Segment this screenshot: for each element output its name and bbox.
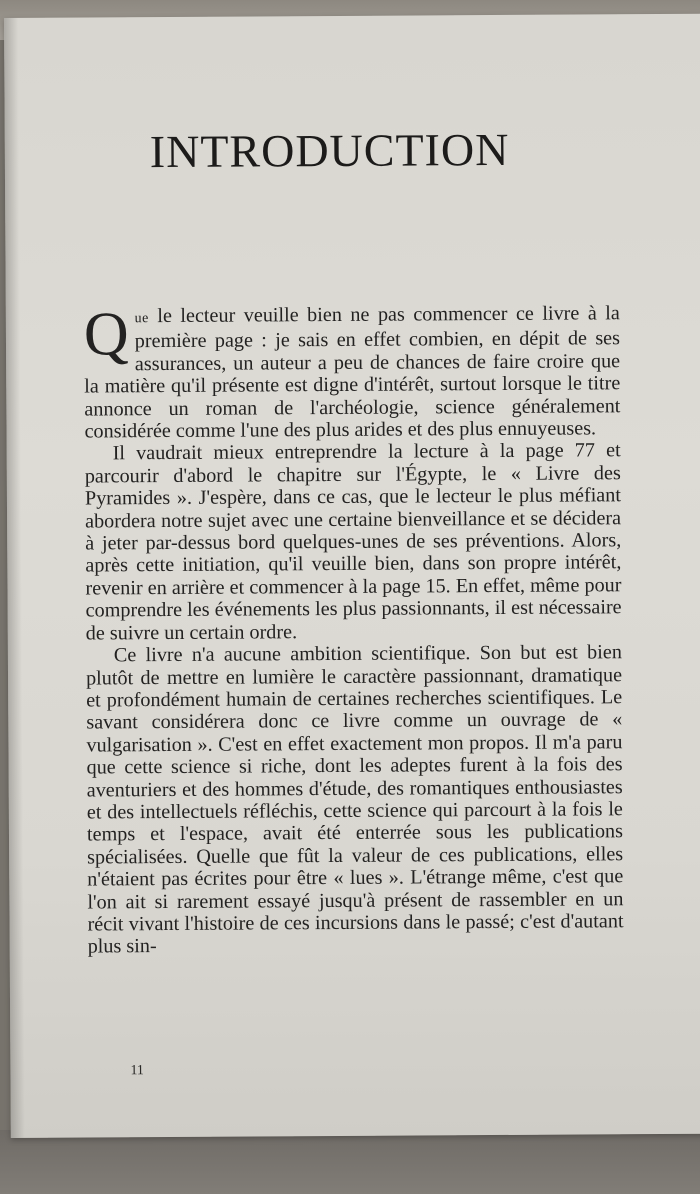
page-title: INTRODUCTION xyxy=(149,123,510,178)
book-page xyxy=(4,14,700,1138)
paragraph-1-text: le lecteur veuille bien ne pas commencer ce livre à la première page : je sais en effet combien, en dépit de ses assurances, un auteur a peu de chances de faire croire que la matière qu'il présente est digne d'intérêt, surtout lorsque le titre annonce un roman de l'archéologie, science généralement considérée comme l'une des plus arides et des plus ennuyeuses. xyxy=(84,302,621,443)
page-number: 11 xyxy=(130,1063,144,1079)
drop-cap: Q xyxy=(83,300,129,369)
paragraph-3: Ce livre n'a aucune ambition scientifique. Son but est bien plutôt de mettre en lumière le caractère passionnant, dramatique et profondément humain de certaines recherches scientifiques. Le savant considérera donc ce livre comme un ouvrage de « vulgarisation ». C'est en effet exactement mon propos. Il m'a paru que cette science si riche, dont les adeptes furent à la fois des aventuriers et des hommes d'étude, des romantiques enthousiastes et des intellectuels réfléchis, cette science qui parcourt à la fois le temps et l'espace, avait été enterrée sous les publications spécialisées. Quelle que fût la valeur de ces publications, elles n'étaient pas écrites pour être « lues ». L'étrange même, c'est que l'on ait si rarement essayé jusqu'à présent de rassembler en un récit vivant l'histoire de ces incursions dans le passé; c'est d'autant plus sin- xyxy=(85,641,624,958)
paragraph-2: Il vaudrait mieux entreprendre la lecture à la page 77 et parcourir d'abord le chapitre sur l'Égypte, le « Livre des Pyramides ». J'espère, dans ce cas, que le lecteur le plus méfiant abordera notre sujet avec une certaine bienveillance et se décidera à jeter par-dessus bord quelques-unes de ses préventions. Alors, après cette initiation, qu'il veuille bien, dans son propre intérêt, revenir en arrière et commencer à la page 15. En effet, même pour comprendre les événements les plus passionnants, il est nécessaire de suivre un certain ordre. xyxy=(84,439,622,645)
body-text xyxy=(84,302,624,958)
page-gutter-shadow xyxy=(4,18,25,1138)
small-caps-lead: ue xyxy=(134,311,149,327)
background-table-bottom xyxy=(0,1130,700,1194)
paragraph-1 xyxy=(84,302,621,443)
